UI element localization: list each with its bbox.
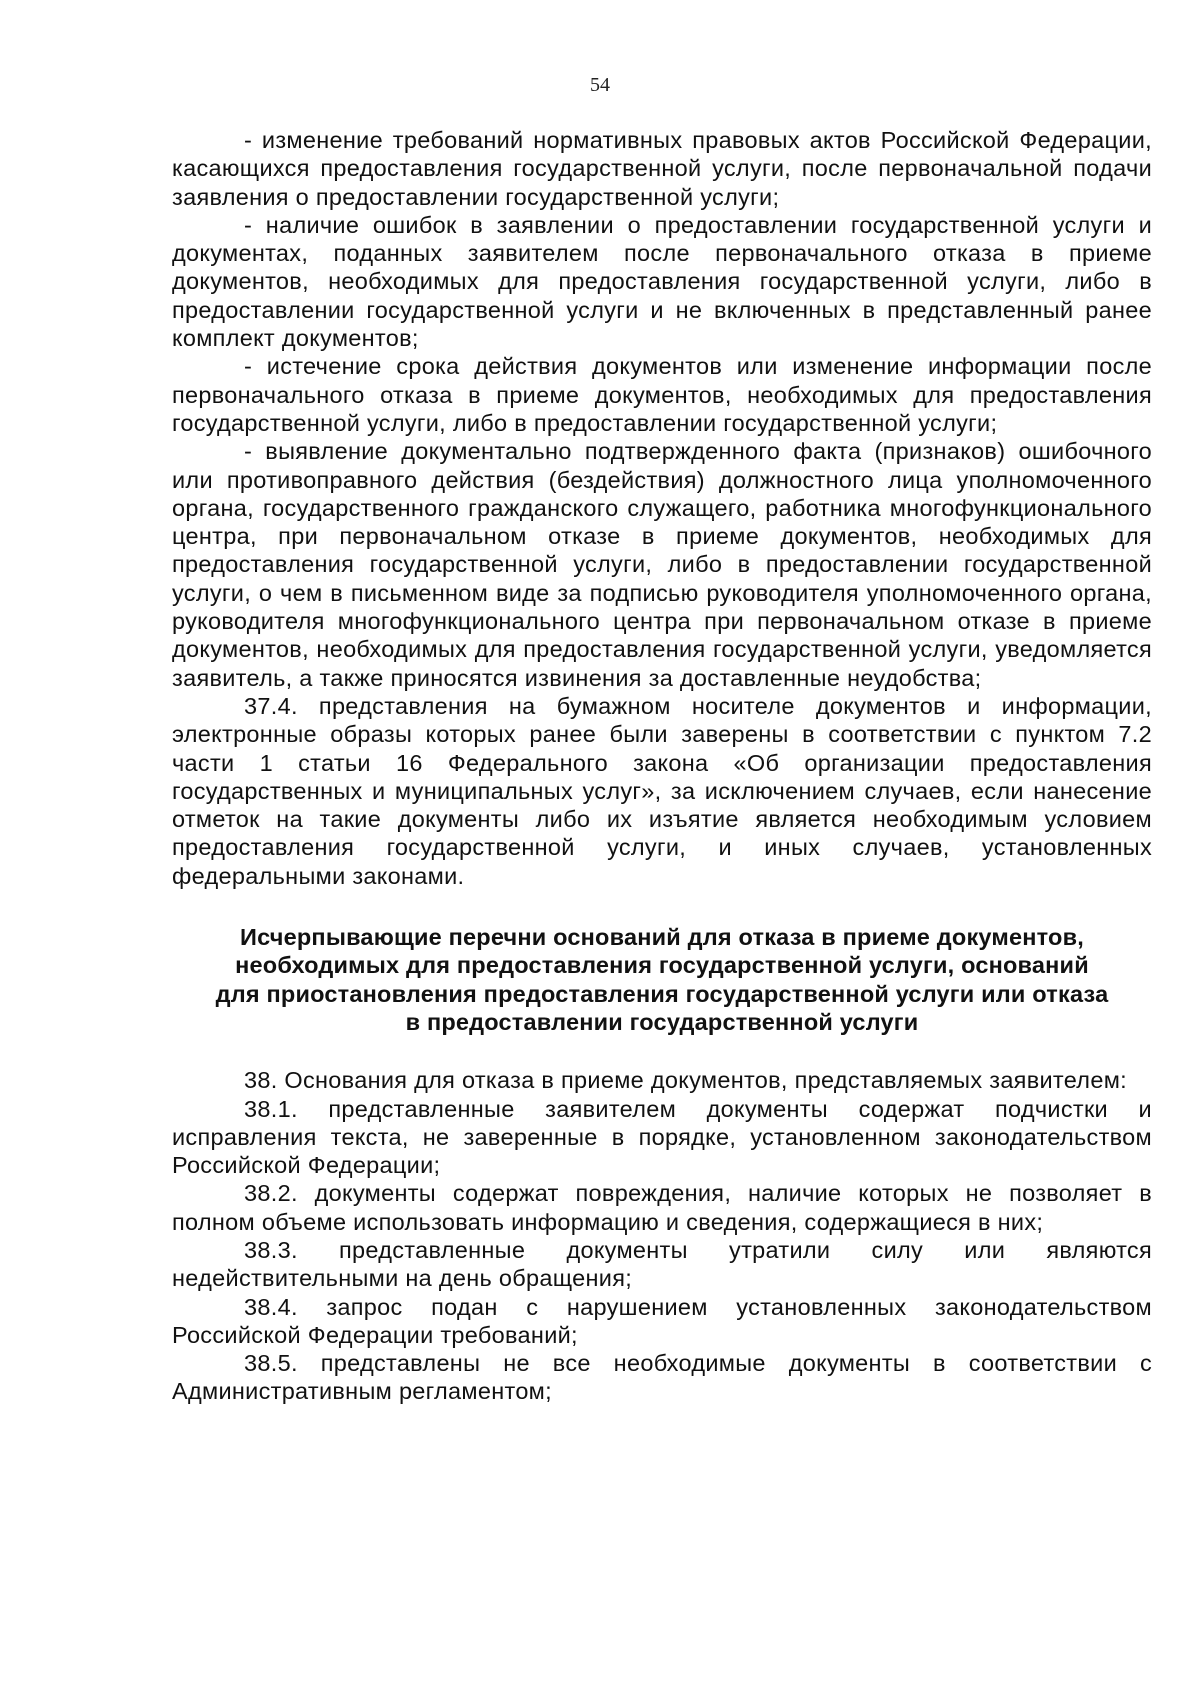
paragraph-change-requirements: - изменение требований нормативных правовых актов Российской Федерации, касающихся предоставления государственной услуги, после первоначальной подачи заявления о предоставлении государственной услуги;	[172, 127, 1152, 210]
paragraph-38-1: 38.1. представленные заявителем документы содержат подчистки и исправления текста, не заверенные в порядке, установленном законодательством Российской Федерации;	[172, 1095, 1152, 1179]
document-body	[172, 126, 1152, 1406]
page-number: 54	[590, 74, 610, 96]
paragraph-37-4: 37.4. представления на бумажном носителе документов и информации, электронные образы которых ранее были заверены в соответствии с пунктом 7.2 части 1 статьи 16 Федерального закона «Об организации предоставления государственных и муниципальных услуг», за исключением случаев, если нанесение отметок на такие документы либо их изъятие является необходимым условием предоставления государственной услуги, и иных случаев, установленных федеральными законами.	[172, 692, 1152, 889]
paragraph-38-3: 38.3. представленные документы утратили силу или являются недействительными на день обращения;	[172, 1236, 1152, 1292]
paragraph-38-2: 38.2. документы содержат повреждения, наличие которых не позволяет в полном объеме использовать информацию и сведения, содержащиеся в них;	[172, 1180, 1152, 1235]
paragraph-38-5: 38.5. представлены не все необходимые документы в соответствии с Административным регламентом;	[172, 1350, 1152, 1405]
paragraph-38: 38. Основания для отказа в приеме документов, представляемых заявителем:	[244, 1067, 1127, 1094]
paragraph-erroneous-action: - выявление документально подтвержденного факта (признаков) ошибочного или противоправного действия (бездействия) должностного лица уполномоченного органа, государственного гражданского служащего, работника многофункционального центра, при первоначальном отказе в приеме документов, необходимых для предоставления государственной услуги, либо в предоставлении государственной услуги, о чем в письменном виде за подписью руководителя уполномоченного органа, руководителя многофункционального центра при первоначальном отказе в приеме документов, необходимых для предоставления государственной услуги, уведомляется заявитель, а также приносятся извинения за доставленные неудобства;	[172, 438, 1152, 691]
paragraph-38-4: 38.4. запрос подан с нарушением установленных законодательством Российской Федерации требований;	[172, 1293, 1152, 1348]
paragraph-expiry: - истечение срока действия документов или изменение информации после первоначального отказа в приеме документов, необходимых для предоставления государственной услуги, либо в предоставлении государственной услуги;	[172, 353, 1152, 436]
paragraph-document-errors: - наличие ошибок в заявлении о предоставлении государственной услуги и документах, поданных заявителем после первоначального отказа в приеме документов, необходимых для предоставления государственной услуги, либо в предоставлении государственной услуги и не включенных в представленный ранее комплект документов;	[172, 211, 1152, 352]
section-heading: Исчерпывающие перечни оснований для отказа в приеме документов, необходимых для предоставления государственной услуги, оснований для приостановления предоставления государственной услуги или отказа в предоставлении государственной услуги	[215, 924, 1109, 1035]
